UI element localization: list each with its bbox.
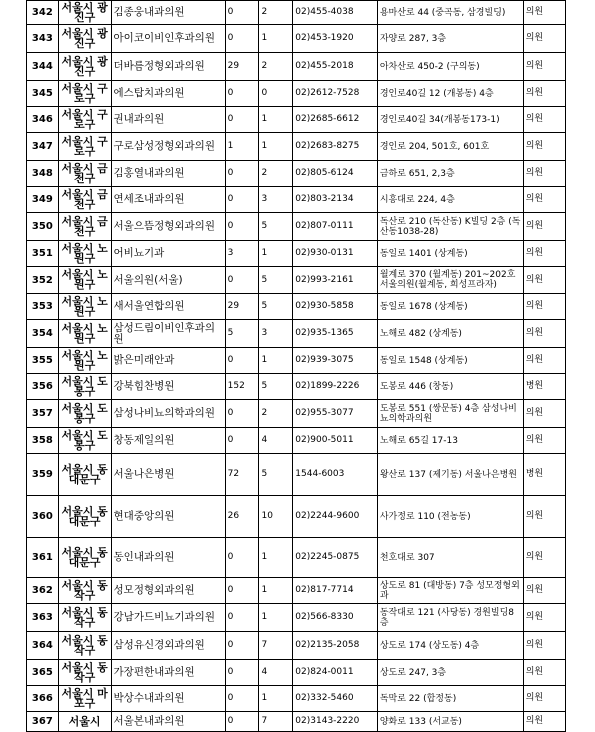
address-cell: 금하로 651, 2,3층 <box>377 161 523 187</box>
bed-count: 1 <box>225 133 259 161</box>
facility-type: 의원 <box>523 294 565 320</box>
table-row <box>27 241 566 267</box>
region-cell: 서울시 동작구 <box>58 632 111 660</box>
phone-number: 02)807-0111 <box>293 213 378 241</box>
bed-count: 0 <box>225 428 259 454</box>
table-row <box>27 686 566 712</box>
doctor-count: 1 <box>259 578 293 604</box>
address-cell: 도봉로 446 (창동) <box>377 374 523 400</box>
address-cell: 자양로 287, 3층 <box>377 25 523 53</box>
doctor-count: 2 <box>259 53 293 81</box>
facility-name: 가장편한내과의원 <box>111 660 225 686</box>
phone-number: 02)824-0011 <box>293 660 378 686</box>
region-cell: 서울시 도봉구 <box>58 428 111 454</box>
facility-type: 의원 <box>523 53 565 81</box>
region-cell: 서울시 도봉구 <box>58 374 111 400</box>
facility-name: 서울나은병원 <box>111 454 225 496</box>
row-number: 349 <box>27 187 59 213</box>
doctor-count: 7 <box>259 632 293 660</box>
facility-type: 의원 <box>523 632 565 660</box>
phone-number: 02)1899-2226 <box>293 374 378 400</box>
region-cell: 서울시 광진구 <box>58 25 111 53</box>
table-row <box>27 320 566 348</box>
phone-number: 02)805-6124 <box>293 161 378 187</box>
region-cell: 서울시 광진구 <box>58 53 111 81</box>
row-number: 364 <box>27 632 59 660</box>
phone-number: 02)2683-8275 <box>293 133 378 161</box>
address-cell: 시흥대로 224, 4층 <box>377 187 523 213</box>
region-cell: 서울시 금천구 <box>58 187 111 213</box>
address-cell: 아차산로 450-2 (구의동) <box>377 53 523 81</box>
row-number: 348 <box>27 161 59 187</box>
facility-type: 의원 <box>523 133 565 161</box>
table-row <box>27 213 566 241</box>
doctor-count: 3 <box>259 187 293 213</box>
doctor-count: 1 <box>259 538 293 578</box>
phone-number: 02)2612-7528 <box>293 81 378 107</box>
doctor-count: 10 <box>259 496 293 538</box>
row-number: 357 <box>27 400 59 428</box>
facility-type: 의원 <box>523 1 565 25</box>
address-cell: 독막로 22 (합정동) <box>377 686 523 712</box>
table-row <box>27 578 566 604</box>
hospital-table <box>26 0 566 732</box>
region-cell: 서울시 노원구 <box>58 241 111 267</box>
address-cell: 도봉로 551 (쌍문동) 4층 삼성나비뇨의학과의원 <box>377 400 523 428</box>
doctor-count: 4 <box>259 660 293 686</box>
row-number: 345 <box>27 81 59 107</box>
table-row <box>27 133 566 161</box>
facility-type: 의원 <box>523 213 565 241</box>
address-cell: 동일로 1401 (상계동) <box>377 241 523 267</box>
facility-type: 의원 <box>523 400 565 428</box>
facility-type: 의원 <box>523 161 565 187</box>
facility-type: 의원 <box>523 241 565 267</box>
region-cell: 서울시 동대문구 <box>58 538 111 578</box>
bed-count: 5 <box>225 320 259 348</box>
row-number: 363 <box>27 604 59 632</box>
phone-number: 02)2135-2058 <box>293 632 378 660</box>
facility-name: 창동제일의원 <box>111 428 225 454</box>
row-number: 347 <box>27 133 59 161</box>
doctor-count: 0 <box>259 81 293 107</box>
row-number: 343 <box>27 25 59 53</box>
phone-number: 02)939-3075 <box>293 348 378 374</box>
facility-type: 의원 <box>523 320 565 348</box>
facility-name: 연세조내과의원 <box>111 187 225 213</box>
phone-number: 02)955-3077 <box>293 400 378 428</box>
table-row <box>27 660 566 686</box>
facility-name: 서울본내과의원 <box>111 712 225 732</box>
doctor-count: 1 <box>259 25 293 53</box>
facility-type: 의원 <box>523 348 565 374</box>
row-number: 367 <box>27 712 59 732</box>
row-number: 366 <box>27 686 59 712</box>
doctor-count: 7 <box>259 712 293 732</box>
address-cell: 경인로40길 12 (개봉동) 4층 <box>377 81 523 107</box>
phone-number: 1544-6003 <box>293 454 378 496</box>
phone-number: 02)3143-2220 <box>293 712 378 732</box>
facility-name: 강남가드비뇨기과의원 <box>111 604 225 632</box>
region-cell: 서울시 노원구 <box>58 294 111 320</box>
bed-count: 0 <box>225 604 259 632</box>
table-row <box>27 538 566 578</box>
facility-name: 삼성나비뇨의학과의원 <box>111 400 225 428</box>
doctor-count: 5 <box>259 374 293 400</box>
row-number: 351 <box>27 241 59 267</box>
region-cell: 서울시 노원구 <box>58 267 111 294</box>
region-cell: 서울시 <box>58 712 111 732</box>
facility-name: 성모정형외과의원 <box>111 578 225 604</box>
address-cell: 경인로 204, 501호, 601호 <box>377 133 523 161</box>
phone-number: 02)993-2161 <box>293 267 378 294</box>
doctor-count: 4 <box>259 428 293 454</box>
region-cell: 서울시 광진구 <box>58 1 111 25</box>
table-row <box>27 294 566 320</box>
bed-count: 0 <box>225 107 259 133</box>
bed-count: 29 <box>225 53 259 81</box>
facility-name: 삼성유신경외과의원 <box>111 632 225 660</box>
facility-name: 어비뇨기과 <box>111 241 225 267</box>
doctor-count: 1 <box>259 348 293 374</box>
doctor-count: 1 <box>259 241 293 267</box>
table-row <box>27 1 566 25</box>
address-cell: 노해로 65길 17-13 <box>377 428 523 454</box>
row-number: 360 <box>27 496 59 538</box>
table-row <box>27 712 566 732</box>
facility-name: 아이코이비인후과의원 <box>111 25 225 53</box>
row-number: 359 <box>27 454 59 496</box>
address-cell: 용마산로 44 (중곡동, 삼경빌딩) <box>377 1 523 25</box>
facility-type: 의원 <box>523 686 565 712</box>
facility-name: 권내과의원 <box>111 107 225 133</box>
bed-count: 29 <box>225 294 259 320</box>
facility-name: 더바름정형외과의원 <box>111 53 225 81</box>
table-row <box>27 400 566 428</box>
row-number: 361 <box>27 538 59 578</box>
table-row <box>27 374 566 400</box>
table-row <box>27 454 566 496</box>
facility-name: 강북힘찬병원 <box>111 374 225 400</box>
bed-count: 26 <box>225 496 259 538</box>
facility-type: 의원 <box>523 712 565 732</box>
table-row <box>27 25 566 53</box>
region-cell: 서울시 동대문구 <box>58 496 111 538</box>
phone-number: 02)935-1365 <box>293 320 378 348</box>
doctor-count: 2 <box>259 1 293 25</box>
facility-name: 현대중앙의원 <box>111 496 225 538</box>
facility-name: 구로삼성정형외과의원 <box>111 133 225 161</box>
facility-name: 김홍열내과의원 <box>111 161 225 187</box>
table-row <box>27 267 566 294</box>
bed-count: 0 <box>225 81 259 107</box>
bed-count: 152 <box>225 374 259 400</box>
row-number: 362 <box>27 578 59 604</box>
phone-number: 02)455-2018 <box>293 53 378 81</box>
facility-name: 새서울연합의원 <box>111 294 225 320</box>
region-cell: 서울시 구로구 <box>58 81 111 107</box>
address-cell: 왕산로 137 (제기동) 서울나은병원 <box>377 454 523 496</box>
address-cell: 동일로 1548 (상계동) <box>377 348 523 374</box>
bed-count: 0 <box>225 538 259 578</box>
bed-count: 0 <box>225 632 259 660</box>
facility-type: 의원 <box>523 25 565 53</box>
table-row <box>27 53 566 81</box>
bed-count: 0 <box>225 187 259 213</box>
address-cell: 사가정로 110 (전농동) <box>377 496 523 538</box>
address-cell: 독산로 210 (독산동) K빌딩 2층 (독산동1038-28) <box>377 213 523 241</box>
region-cell: 서울시 동작구 <box>58 660 111 686</box>
address-cell: 월계로 370 (월계동) 201~202호 서울의원(월계동, 희성프라자) <box>377 267 523 294</box>
table-row <box>27 81 566 107</box>
facility-type: 의원 <box>523 107 565 133</box>
row-number: 352 <box>27 267 59 294</box>
region-cell: 서울시 도봉구 <box>58 400 111 428</box>
row-number: 365 <box>27 660 59 686</box>
table-row <box>27 161 566 187</box>
facility-type: 의원 <box>523 604 565 632</box>
address-cell: 상도로 81 (대방동) 7층 성모정형외과 <box>377 578 523 604</box>
facility-name: 서울의원(서울) <box>111 267 225 294</box>
phone-number: 02)930-0131 <box>293 241 378 267</box>
address-cell: 상도로 247, 3층 <box>377 660 523 686</box>
bed-count: 0 <box>225 213 259 241</box>
phone-number: 02)817-7714 <box>293 578 378 604</box>
bed-count: 0 <box>225 660 259 686</box>
row-number: 342 <box>27 1 59 25</box>
address-cell: 경인로40길 34(개봉동173-1) <box>377 107 523 133</box>
doctor-count: 2 <box>259 161 293 187</box>
facility-type: 의원 <box>523 578 565 604</box>
facility-type: 의원 <box>523 428 565 454</box>
region-cell: 서울시 마포구 <box>58 686 111 712</box>
facility-type: 병원 <box>523 374 565 400</box>
region-cell: 서울시 금천구 <box>58 213 111 241</box>
address-cell: 동작대로 121 (사당동) 경원빌딩8층 <box>377 604 523 632</box>
bed-count: 0 <box>225 400 259 428</box>
bed-count: 0 <box>225 578 259 604</box>
doctor-count: 1 <box>259 107 293 133</box>
region-cell: 서울시 금천구 <box>58 161 111 187</box>
phone-number: 02)803-2134 <box>293 187 378 213</box>
facility-type: 의원 <box>523 81 565 107</box>
address-cell: 천호대로 307 <box>377 538 523 578</box>
doctor-count: 5 <box>259 454 293 496</box>
bed-count: 0 <box>225 161 259 187</box>
facility-name: 서울으뜸정형외과의원 <box>111 213 225 241</box>
table-row <box>27 107 566 133</box>
row-number: 346 <box>27 107 59 133</box>
phone-number: 02)900-5011 <box>293 428 378 454</box>
facility-name: 김종웅내과의원 <box>111 1 225 25</box>
phone-number: 02)332-5460 <box>293 686 378 712</box>
facility-type: 의원 <box>523 496 565 538</box>
bed-count: 72 <box>225 454 259 496</box>
row-number: 355 <box>27 348 59 374</box>
region-cell: 서울시 동대문구 <box>58 454 111 496</box>
row-number: 353 <box>27 294 59 320</box>
row-number: 356 <box>27 374 59 400</box>
region-cell: 서울시 동작구 <box>58 578 111 604</box>
bed-count: 3 <box>225 241 259 267</box>
phone-number: 02)2245-0875 <box>293 538 378 578</box>
row-number: 354 <box>27 320 59 348</box>
address-cell: 노해로 482 (상계동) <box>377 320 523 348</box>
doctor-count: 5 <box>259 267 293 294</box>
doctor-count: 2 <box>259 400 293 428</box>
doctor-count: 3 <box>259 320 293 348</box>
region-cell: 서울시 동작구 <box>58 604 111 632</box>
region-cell: 서울시 구로구 <box>58 107 111 133</box>
facility-type: 의원 <box>523 187 565 213</box>
facility-type: 의원 <box>523 267 565 294</box>
table-row <box>27 428 566 454</box>
phone-number: 02)453-1920 <box>293 25 378 53</box>
doctor-count: 1 <box>259 604 293 632</box>
bed-count: 0 <box>225 25 259 53</box>
phone-number: 02)566-8330 <box>293 604 378 632</box>
table-row <box>27 187 566 213</box>
region-cell: 서울시 노원구 <box>58 320 111 348</box>
bed-count: 0 <box>225 1 259 25</box>
facility-type: 의원 <box>523 660 565 686</box>
bed-count: 0 <box>225 686 259 712</box>
bed-count: 0 <box>225 348 259 374</box>
region-cell: 서울시 노원구 <box>58 348 111 374</box>
doctor-count: 1 <box>259 686 293 712</box>
doctor-count: 1 <box>259 133 293 161</box>
doctor-count: 5 <box>259 294 293 320</box>
phone-number: 02)2685-6612 <box>293 107 378 133</box>
phone-number: 02)930-5858 <box>293 294 378 320</box>
phone-number: 02)2244-9600 <box>293 496 378 538</box>
bed-count: 0 <box>225 267 259 294</box>
facility-name: 삼성드림이비인후과의원 <box>111 320 225 348</box>
table-row <box>27 348 566 374</box>
table-row <box>27 496 566 538</box>
facility-type: 의원 <box>523 538 565 578</box>
facility-name: 밝은미래안과 <box>111 348 225 374</box>
facility-name: 박상수내과의원 <box>111 686 225 712</box>
table-row <box>27 632 566 660</box>
address-cell: 상도로 174 (상도동) 4층 <box>377 632 523 660</box>
bed-count: 0 <box>225 712 259 732</box>
facility-name: 에스탑치과의원 <box>111 81 225 107</box>
address-cell: 동일로 1678 (상계동) <box>377 294 523 320</box>
table-row <box>27 604 566 632</box>
doctor-count: 5 <box>259 213 293 241</box>
row-number: 350 <box>27 213 59 241</box>
facility-name: 동인내과의원 <box>111 538 225 578</box>
phone-number: 02)455-4038 <box>293 1 378 25</box>
region-cell: 서울시 구로구 <box>58 133 111 161</box>
row-number: 358 <box>27 428 59 454</box>
row-number: 344 <box>27 53 59 81</box>
table-body <box>27 1 566 732</box>
facility-type: 병원 <box>523 454 565 496</box>
address-cell: 양화로 133 (서교동) <box>377 712 523 732</box>
